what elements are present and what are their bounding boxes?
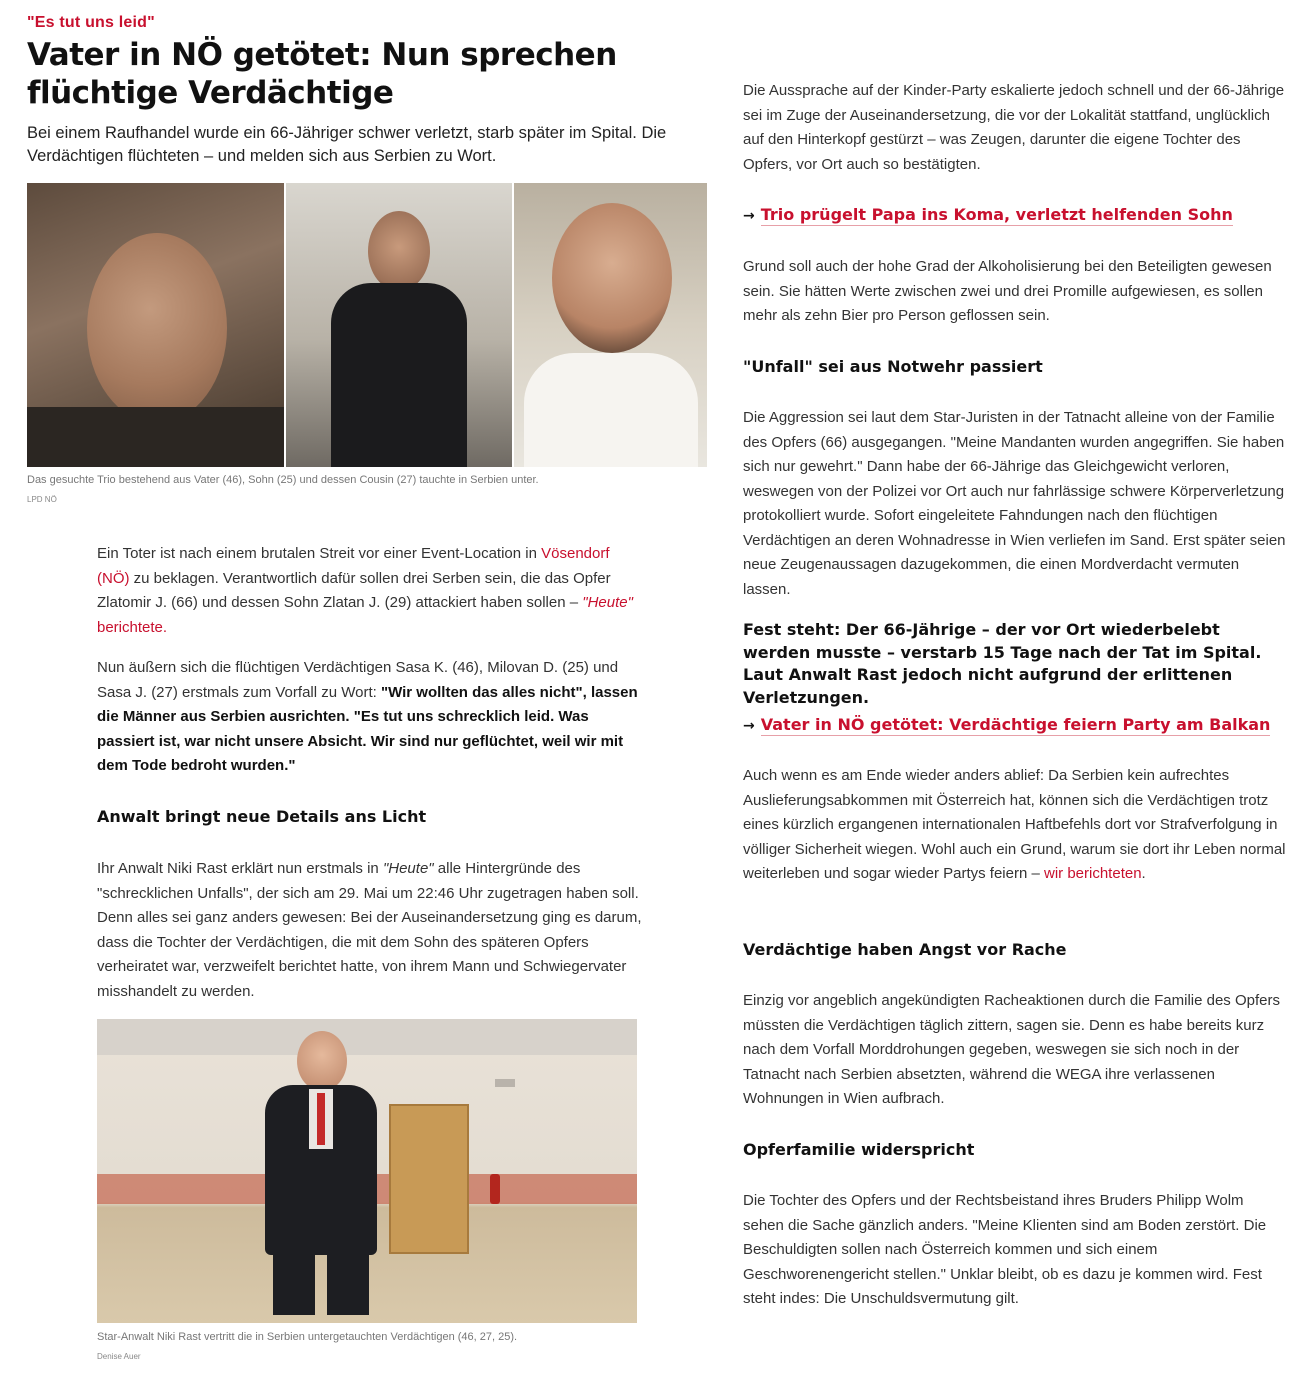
- p1-text-b: zu beklagen. Verantwortlich dafür sollen drei Serben sein, die das Opfer Zlatomir J. (66) und dessen Sohn Zlatan J. (29) attackiert haben sollen –: [97, 569, 611, 611]
- paragraph-r4: [743, 764, 1288, 887]
- paragraph-3: [97, 857, 642, 1004]
- related-link-1-label: Trio prügelt Papa ins Koma, verletzt helfenden Sohn: [760, 205, 1233, 224]
- arrow-right-icon: →: [743, 208, 755, 224]
- kicker: "Es tut uns leid": [27, 14, 155, 31]
- r6-text: Die Tochter des Opfers und der Rechtsbeistand ihres Bruders Philipp Wolm sehen die Sache gänzlich anders. "Meine Klienten sind am Boden zerstört. Die Beschuldigten sollen nach Österreich kommen und sich einem Geschworenengericht stellen." Unklar bleibt, ob es dazu je kommen wird. Fest steht indes: Die Unschuldsvermutung gilt.: [743, 1192, 1267, 1307]
- paragraph-r6: [743, 1189, 1288, 1312]
- r1-text: Die Aussprache auf der Kinder-Party eskalierte jedoch schnell und der 66-Jährige sei im Zuge der Auseinandersetzung, die vor der Lokalität stattfand, unglücklich auf den Hinterkopf gestürzt – was Zeugen, darunter die eigene Tochter des Opfers, vor Ort auch so bestätigten.: [743, 82, 1285, 173]
- subheading-angst: Verdächtige haben Angst vor Rache: [743, 940, 1067, 959]
- subheading-anwalt: Anwalt bringt neue Details ans Licht: [97, 807, 427, 826]
- r5-text: Einzig vor angeblich angekündigten Racheaktionen durch die Familie des Opfers müssten die Verdächtigen täglich zittern, sagen sie. Denn es habe bereits kurz nach dem Vorfall Morddrohungen gegeben, weswegen sie sich noch in der Tatnacht nach Serbien absetzten, während die WEGA ihre verlassenen Wohnungen in Wien aufbrach.: [743, 992, 1280, 1107]
- arrow-right-icon: →: [743, 718, 755, 734]
- p3-text-a: Ihr Anwalt Niki Rast erklärt nun erstmals in: [97, 860, 383, 877]
- subheading-opfer: Opferfamilie widerspricht: [743, 1140, 975, 1159]
- link-wir-berichteten[interactable]: wir berichteten: [1044, 865, 1142, 882]
- lawyer-photo-caption: Star-Anwalt Niki Rast vertritt die in Serbien untergetauchten Verdächtigen (46, 27, 25).: [97, 1331, 518, 1343]
- r4-text: Auch wenn es am Ende wieder anders ablief: Da Serbien kein aufrechtes Auslieferungsabkommen mit Österreich hat, können sich die Verdächtigen trotz eines kürzlich ergangenen internationalen Haftbefehls dort vor Strafverfolgung in völliger Sicherheit wiegen. Wohl auch ein Grund, warum sie dort ihr Leben normal weiterleben und sogar wieder Partys feiern –: [743, 767, 1286, 882]
- pull-quote: Fest steht: Der 66-Jährige – der vor Ort wiederbelebt werden musste – verstarb 15 Tage nach der Tat im Spital. Laut Anwalt Rast jedoch nicht aufgrund der erlittenen Verletzungen.: [743, 620, 1262, 707]
- p3-italic: "Heute": [382, 860, 434, 877]
- article-header: [27, 14, 707, 168]
- r3-text: Die Aggression sei laut dem Star-Juristen in der Tatnacht alleine von der Familie des Opfers (66) ausgegangen. "Meine Mandanten wurden angegriffen. Sie haben sich nur gewehrt." Dann habe der 66-Jährige das Gleichgewicht verloren, weswegen von der Polizei vor Ort auch nur fahrlässige schwere Körperverletzung protokolliert wurde. Sofort eingeleitete Fahndungen nach den flüchtigen Verdächtigen an deren Wohnadresse in Wien verliefen im Sand. Erst später seien neue Zeugenaussagen dazugekommen, die einen Mordverdacht vermuten lassen.: [743, 409, 1286, 598]
- related-link-2-label: Vater in NÖ getötet: Verdächtige feiern Party am Balkan: [760, 715, 1271, 734]
- p2-quote: "Wir wollten das alles nicht", lassen die Männer aus Serbien ausrichten. "Es tut uns schrecklich leid. Was passiert ist, war nicht unsere Absicht. Wir sind nur geflüchtet, weil wir mit dem Tode bedroht wurden.": [97, 683, 638, 774]
- r4-period: .: [1141, 865, 1146, 882]
- lawyer-photo[interactable]: [97, 1019, 637, 1323]
- subheading-unfall: "Unfall" sei aus Notwehr passiert: [743, 357, 1043, 376]
- hero-credit: LPD NÖ: [27, 495, 57, 504]
- paragraph-2: [97, 656, 642, 779]
- related-link-2[interactable]: [743, 715, 1270, 734]
- headline: Vater in NÖ getötet: Nun sprechen flüchtige Verdächtige: [27, 37, 617, 111]
- p2-text: Nun äußern sich die flüchtigen Verdächtigen Sasa K. (46), Milovan D. (25) und Sasa J. (27) erstmals zum Vorfall zu Wort:: [97, 659, 619, 701]
- lawyer-photo-credit: Denise Auer: [97, 1352, 141, 1361]
- hero-image[interactable]: [27, 183, 707, 467]
- link-voesendorf[interactable]: Vösendorf (NÖ): [97, 545, 610, 587]
- hero-caption: Das gesuchte Trio bestehend aus Vater (46), Sohn (25) und dessen Cousin (27) tauchte in Serbien unter.: [27, 474, 539, 486]
- lead-text: Bei einem Raufhandel wurde ein 66-Jähriger schwer verletzt, starb später im Spital. Die Verdächtigen flüchteten – und melden sich aus Serbien zu Wort.: [27, 124, 667, 165]
- paragraph-r3: [743, 406, 1288, 602]
- link-heute-italic: "Heute": [582, 594, 633, 611]
- hero-photo-father: [27, 183, 284, 467]
- p3-text-b: alle Hintergründe des "schrecklichen Unfalls", der sich am 29. Mai um 22:46 Uhr zugetragen haben soll. Denn alles sei ganz anders gewesen: Bei der Auseinandersetzung ging es darum, dass die Tochter der Verdächtigen, die mit dem Sohn des späteren Opfers verheiratet war, verzweifelt berichtet hatte, von ihrem Mann und Schwiegervater misshandelt zu werden.: [97, 860, 642, 1000]
- related-link-1[interactable]: [743, 205, 1233, 224]
- paragraph-r2: [743, 255, 1288, 329]
- link-heute-text: berichtete.: [97, 618, 168, 636]
- paragraph-r5: [743, 989, 1288, 1112]
- p1-text-a: Ein Toter ist nach einem brutalen Streit vor einer Event-Location in: [97, 545, 542, 562]
- paragraph-r1: [743, 79, 1288, 177]
- r2-text: Grund soll auch der hohe Grad der Alkoholisierung bei den Beteiligten gewesen sein. Sie hätten Werte zwischen zwei und drei Promille aufgewiesen, es sollen mehr als zehn Bier pro Person geflossen sein.: [743, 258, 1272, 324]
- paragraph-1: [97, 542, 642, 640]
- hero-photo-cousin: [514, 183, 707, 467]
- hero-photo-son: [286, 183, 511, 467]
